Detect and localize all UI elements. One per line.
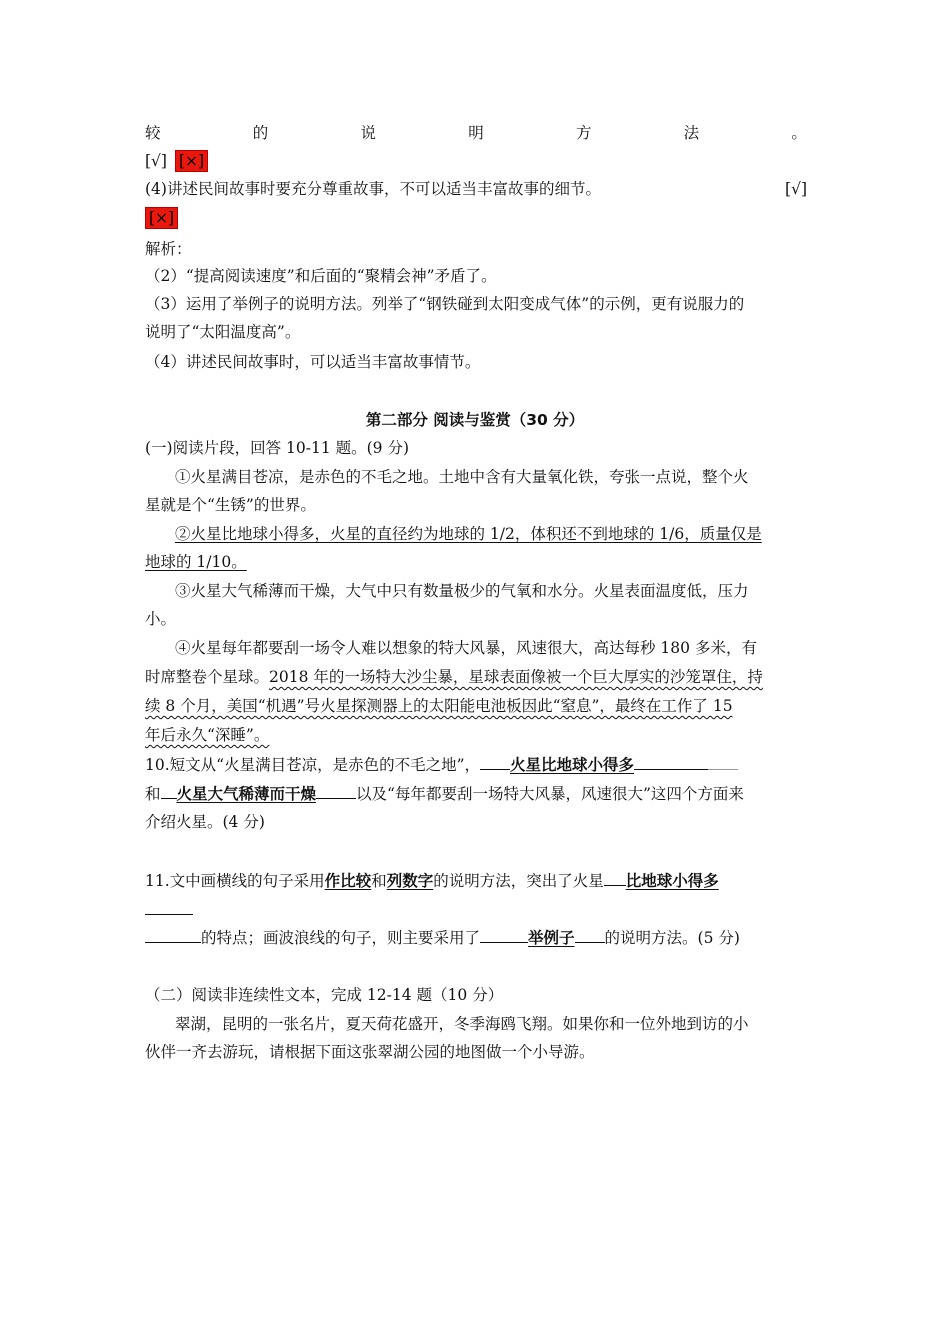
q11-line3 <box>145 926 807 949</box>
blank-line <box>316 782 356 799</box>
spread-char: 方 <box>575 124 592 142</box>
q11-line1 <box>145 869 807 892</box>
q11-answer-2[interactable]: 列数字 <box>386 872 434 890</box>
paragraph-1: ①火星满目苍凉，是赤色的不毛之地。土地中含有大量氧化铁，夸张一点说，整个火 <box>175 468 749 486</box>
blank-line <box>708 753 738 770</box>
spread-char: 法 <box>683 124 700 142</box>
spread-char: 明 <box>468 124 484 142</box>
paragraph-3-cont: 小。 <box>145 610 177 628</box>
paragraph-4-cont <box>145 695 807 717</box>
section-title: 第二部分 阅读与鉴赏（30 分） <box>365 411 585 429</box>
analysis-label: 解析： <box>145 240 192 258</box>
q10-line2 <box>145 782 807 805</box>
blank-line <box>145 898 193 915</box>
analysis-item: （4）讲述民间故事时，可以适当丰富故事情节。 <box>145 353 481 371</box>
plain-text: 时席整卷个星球。 <box>145 668 270 686</box>
analysis-item: （3）运用了举例子的说明方法。列举了“钢铁碰到太阳变成气体”的示例，更有说服力的 <box>145 295 745 313</box>
q11-text: 的特点；画波浪线的句子，则主要采用了 <box>201 929 481 947</box>
blank-line <box>575 926 605 943</box>
q11-text: 的说明方法，突出了火星 <box>433 872 604 890</box>
wavy-sentence: 续 8 个月，美国“机遇”号火星探测器上的太阳能电池板因此“窒息”，最终在工作了 15 <box>145 697 733 715</box>
spread-char: 较 <box>145 124 161 142</box>
blank-line <box>634 753 708 770</box>
blank-line <box>480 753 510 770</box>
blank-line <box>604 869 626 886</box>
q3-marks <box>145 150 807 172</box>
q10-text: 和 <box>145 785 161 803</box>
analysis-item: 说明了“太阳温度高”。 <box>145 323 301 341</box>
wavy-sentence: 年后永久“深睡”。 <box>145 726 270 744</box>
q11-line2 <box>145 898 807 921</box>
underlined-sentence: ②火星比地球小得多，火星的直径约为地球的 1/2，体积还不到地球的 1/6，质量仅是 <box>175 525 762 543</box>
paragraph-2 <box>175 523 807 545</box>
underlined-sentence: 地球的 1/10。 <box>145 553 247 571</box>
paragraph-4-cont <box>145 666 807 688</box>
q10-line1 <box>145 753 807 776</box>
paragraph-1-cont: 星就是个“生锈”的世界。 <box>145 496 316 514</box>
spread-char: 。 <box>791 124 807 142</box>
q10-text: 以及“每年都要刮一场特大风暴，风速很大”这四个方面来 <box>356 785 744 803</box>
part1-intro: (一)阅读片段，回答 10-11 题。(9 分) <box>145 439 410 457</box>
true-mark[interactable]: [√] <box>785 180 807 198</box>
q11-answer-3[interactable]: 比地球小得多 <box>625 872 719 890</box>
blank-line <box>145 926 201 943</box>
paragraph-4: ④火星每年都要刮一场令人难以想象的特大风暴，风速很大，高达每秒 180 多米，有 <box>175 639 757 657</box>
q10-text: 10.短文从“火星满目苍凉，是赤色的不毛之地”， <box>145 756 480 774</box>
false-mark-selected[interactable]: [×] <box>145 207 178 229</box>
true-mark[interactable]: [√] <box>145 152 167 170</box>
paragraph-3: ③火星大气稀薄而干燥，大气中只有数量极少的气氧和水分。火星表面温度低，压力 <box>175 582 749 600</box>
q4-text: (4)讲述民间故事时要充分尊重故事，不可以适当丰富故事的细节。 <box>145 180 601 198</box>
false-mark-selected[interactable]: [×] <box>175 150 208 172</box>
wavy-sentence: 2018 年的一场特大沙尘暴，星球表面像被一个巨大厚实的沙笼罩住，持 <box>269 668 763 686</box>
q4-statement <box>145 178 807 200</box>
spread-char: 的 <box>252 124 269 142</box>
part2-paragraph-cont: 伙伴一齐去游玩，请根据下面这张翠湖公园的地图做一个小导游。 <box>145 1043 595 1061</box>
analysis-item: （2）“提高阅读速度”和后面的“聚精会神”矛盾了。 <box>145 267 497 285</box>
q11-text: 的说明方法。(5 分) <box>604 929 740 947</box>
paragraph-2-cont <box>145 551 807 573</box>
q10-answer-1[interactable]: 火星比地球小得多 <box>510 756 635 774</box>
part2-paragraph: 翠湖，昆明的一张名片，夏天荷花盛开，冬季海鸥飞翔。如果你和一位外地到访的小 <box>175 1015 749 1033</box>
spread-char: 说 <box>360 124 376 142</box>
q11-text: 和 <box>371 872 387 890</box>
answer-fill-line <box>145 122 807 144</box>
q11-text: 11.文中画横线的句子采用 <box>145 872 325 890</box>
q10-line3: 介绍火星。(4 分) <box>145 813 265 831</box>
blank-line <box>161 782 177 799</box>
q11-answer-1[interactable]: 作比较 <box>324 872 372 890</box>
part2-intro: （二）阅读非连续性文本，完成 12-14 题（10 分） <box>145 986 504 1004</box>
blank-line <box>480 926 528 943</box>
paragraph-4-cont <box>145 724 807 746</box>
q10-answer-2[interactable]: 火星大气稀薄而干燥 <box>176 785 317 803</box>
q4-marks <box>145 207 807 229</box>
q11-answer-4[interactable]: 举例子 <box>528 929 575 947</box>
